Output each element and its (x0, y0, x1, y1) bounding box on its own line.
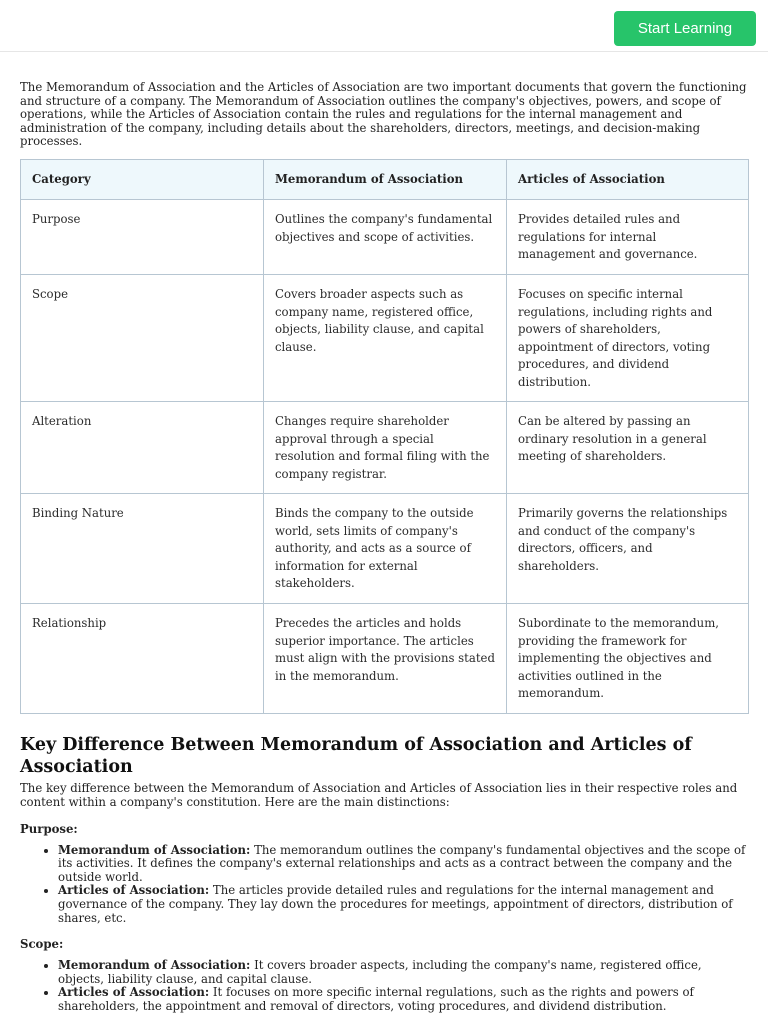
table-row (21, 604, 749, 714)
list-item (58, 884, 748, 925)
article-content (20, 81, 748, 1014)
comparison-table (20, 159, 749, 715)
key-difference-lead: The key difference between the Memorandum of Association and Articles of Association lies in their respective roles and content within a company's constitution. Here are the main distinctions: (20, 781, 738, 810)
table-row (21, 494, 749, 604)
scope-label: Scope: (20, 937, 64, 952)
table-header-category: Category (21, 159, 264, 200)
purpose-list (20, 844, 748, 926)
list-item-term: Articles of Association: (58, 985, 210, 1000)
intro-paragraph: The Memorandum of Association and the Articles of Association are two important documents that govern the functioning and structure of a company. The Memorandum of Association outlines the company's objectives, powers, and scope of operations, while the Articles of Association contain the rules and regulations for the internal management and administration of the company, including details about the shareholders, directors, meetings, and decision-making processes. (20, 80, 747, 149)
table-cell-memorandum: Covers broader aspects such as company name, registered office, objects, liability clause, and capital clause. (264, 275, 507, 402)
list-item-term: Articles of Association: (58, 883, 210, 898)
table-cell-articles: Primarily governs the relationships and conduct of the company's directors, officers, and shareholders. (507, 494, 749, 604)
table-row (21, 200, 749, 275)
list-item-term: Memorandum of Association: (58, 958, 251, 973)
list-item-text: It covers broader aspects, including the company's name, registered office, objects, liability clause, and capital clause. (58, 958, 702, 986)
start-learning-button[interactable]: Start Learning (614, 11, 756, 46)
table-cell-memorandum: Outlines the company's fundamental objectives and scope of activities. (264, 200, 507, 275)
table-cell-memorandum: Changes require shareholder approval through a special resolution and formal filing with the company registrar. (264, 402, 507, 494)
table-cell-category: Purpose (21, 200, 264, 275)
table-cell-category: Alteration (21, 402, 264, 494)
table-cell-category: Binding Nature (21, 494, 264, 604)
table-header-memorandum: Memorandum of Association (264, 159, 507, 200)
list-item (58, 844, 748, 885)
key-difference-heading: Key Difference Between Memorandum of Association and Articles of Association (20, 735, 692, 778)
table-cell-memorandum: Binds the company to the outside world, sets limits of company's authority, and acts as a source of information for external stakeholders. (264, 494, 507, 604)
table-header-articles: Articles of Association (507, 159, 749, 200)
list-item (58, 959, 748, 986)
list-item (58, 986, 748, 1013)
table-cell-category: Scope (21, 275, 264, 402)
table-cell-articles: Can be altered by passing an ordinary resolution in a general meeting of shareholders. (507, 402, 749, 494)
table-header-row (21, 159, 749, 200)
table-cell-memorandum: Precedes the articles and holds superior importance. The articles must align with the provisions stated in the memorandum. (264, 604, 507, 714)
table-row (21, 402, 749, 494)
table-cell-articles: Focuses on specific internal regulations, including rights and powers of shareholders, appointment of directors, voting procedures, and dividend distribution. (507, 275, 749, 402)
table-row (21, 275, 749, 402)
purpose-label: Purpose: (20, 821, 78, 836)
list-item-text: The memorandum outlines the company's fundamental objectives and the scope of its activities. It defines the company's external relationships and acts as a contract between the company and the outside world. (58, 842, 746, 884)
list-item-term: Memorandum of Association: (58, 842, 251, 857)
list-item-text: The articles provide detailed rules and regulations for the internal management and governance of the company. They lay down the procedures for meetings, appointment of directors, distribution of shares, etc. (58, 883, 733, 925)
top-bar (0, 0, 768, 52)
table-cell-articles: Provides detailed rules and regulations for internal management and governance. (507, 200, 749, 275)
table-cell-articles: Subordinate to the memorandum, providing the framework for implementing the objectives and activities outlined in the memorandum. (507, 604, 749, 714)
table-cell-category: Relationship (21, 604, 264, 714)
list-item-text: It focuses on more specific internal regulations, such as the rights and powers of shareholders, the appointment and removal of directors, voting procedures, and dividend distribution. (58, 985, 694, 1013)
scope-list (20, 959, 748, 1013)
